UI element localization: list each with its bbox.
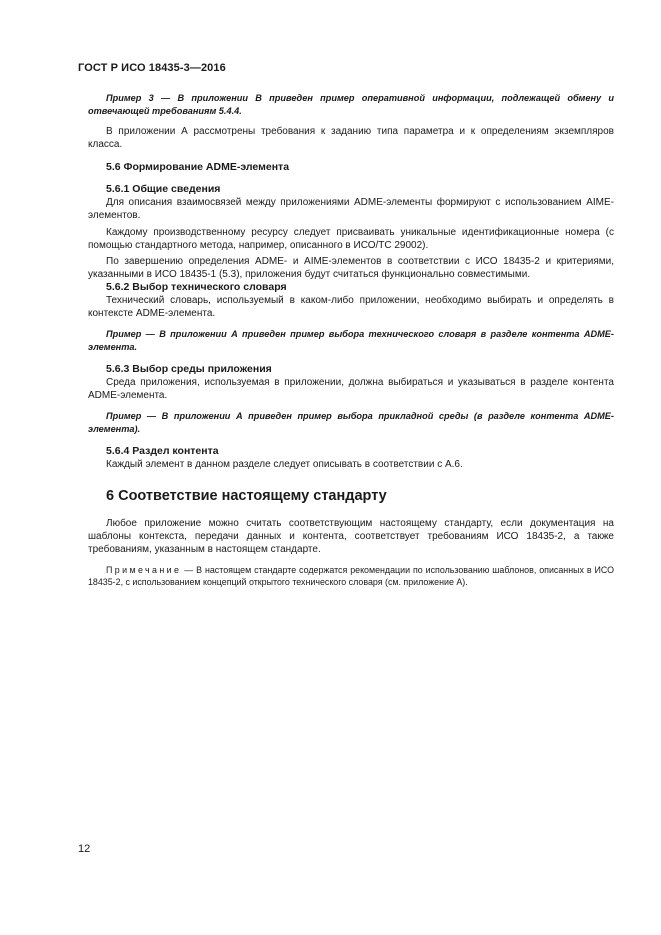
note-text: — В настоящем стандарте содержатся рекомендации по использованию шаблонов, описанных в ИСО 18435-2, с использованием концепций открытого технического словаря (см. приложение А). xyxy=(88,565,614,587)
section-5-6-4-paragraph: Каждый элемент в данном разделе следует описывать в соответствии с А.6. xyxy=(106,459,463,470)
page-content xyxy=(88,92,614,588)
section-5-6-2-heading: 5.6.2 Выбор технического словаря xyxy=(106,281,287,293)
section-5-6-4-heading: 5.6.4 Раздел контента xyxy=(106,445,219,457)
section-5-6-1-paragraph-3: По завершению определения ADME- и AIME-элементов в соответствии с ИСО 18435-2 и критериями, указанными в ИСО 18435-1 (5.3), приложения будут считаться функционально совместимыми. xyxy=(88,256,614,280)
section-6-paragraph: Любое приложение можно считать соответствующим настоящему стандарту, если документация на шаблоны контекста, передачи данных и контента, соответствует требованиям ИСО 18435-2, а также требованиям, указанным в настоящем стандарте. xyxy=(88,518,614,555)
paragraph-annex-a: В приложении А рассмотрены требования к заданию типа параметра и к определениям экземпляров класса. xyxy=(88,126,614,150)
section-5-6-3-heading: 5.6.3 Выбор среды приложения xyxy=(106,363,272,375)
document-header: ГОСТ Р ИСО 18435-3—2016 xyxy=(78,62,226,74)
section-5-6-2-paragraph: Технический словарь, используемый в каком-либо приложении, необходимо выбирать и определять в контексте ADME-элемента. xyxy=(88,295,614,319)
section-5-6-1-paragraph-2: Каждому производственному ресурсу следует присваивать уникальные идентификационные номера (с помощью стандартного метода, например, описанного в ИСО/ТС 29002). xyxy=(88,227,614,251)
section-5-6-3-example: Пример — В приложении А приведен пример выбора прикладной среды (в разделе контента ADME-элемента). xyxy=(88,411,614,434)
note xyxy=(88,564,614,588)
page-number: 12 xyxy=(78,843,91,855)
section-5-6-1-paragraph-1: Для описания взаимосвязей между приложениями ADME-элементы формируют с использованием AIME-элементов. xyxy=(88,197,614,221)
section-5-6-heading: 5.6 Формирование ADME-элемента xyxy=(106,161,290,173)
section-5-6-1-heading: 5.6.1 Общие сведения xyxy=(106,183,221,195)
section-6-heading: 6 Соответствие настоящему стандарту xyxy=(106,488,387,504)
example-3: Пример 3 — В приложении В приведен пример оперативной информации, подлежащей обмену и отвечающей требованиям 5.4.4. xyxy=(88,93,614,116)
note-label: Примечание xyxy=(106,565,182,575)
section-5-6-2-example: Пример — В приложении А приведен пример выбора технического словаря в разделе контента ADME-элемента. xyxy=(88,329,614,352)
section-5-6-3-paragraph: Среда приложения, используемая в приложении, должна выбираться и указываться в разделе контента ADME-элемента. xyxy=(88,377,614,401)
